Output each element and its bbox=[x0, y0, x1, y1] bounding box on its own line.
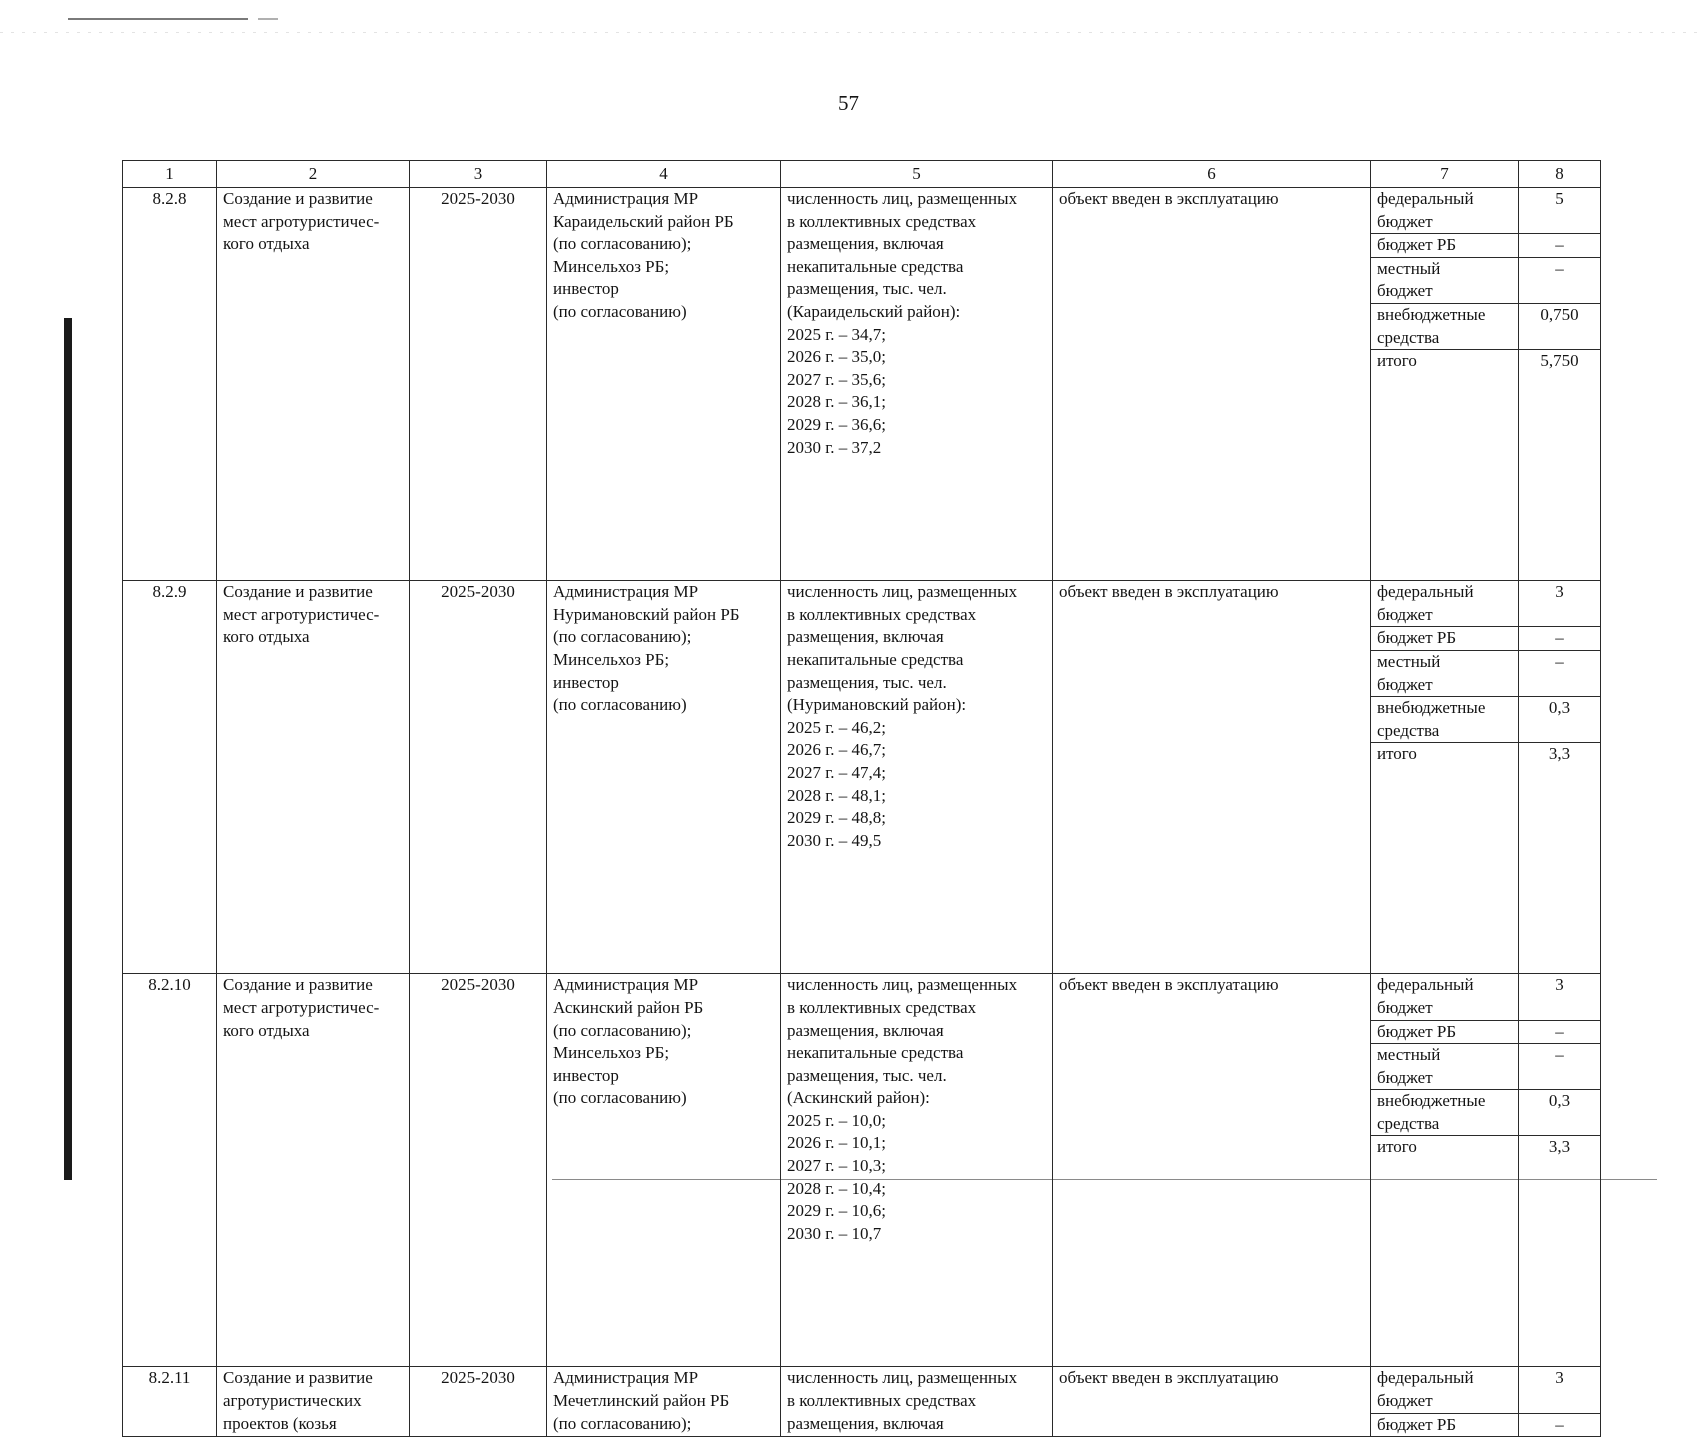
period: 2025-2030 bbox=[410, 581, 547, 974]
funding-amount: – bbox=[1519, 627, 1601, 651]
indicator-line: 2025 г. – 46,2; bbox=[787, 717, 887, 737]
scan-artifact-noise bbox=[0, 32, 1697, 33]
period: 2025-2030 bbox=[410, 974, 547, 1367]
funding-source-line: бюджет bbox=[1377, 1067, 1433, 1087]
executor-line: Караидельский район РБ bbox=[553, 211, 734, 231]
indicator-line: в коллективных средствах bbox=[787, 604, 977, 624]
funding-source-line: бюджет РБ bbox=[1377, 628, 1457, 648]
funding-source-line: федеральный bbox=[1377, 1368, 1474, 1388]
activity-name-line: Создание и развитие bbox=[223, 582, 373, 602]
indicator-line: численность лиц, размещенных bbox=[787, 189, 1018, 208]
activity-name-line: кого отдыха bbox=[223, 234, 310, 254]
indicator-line: (Нуримановский район): bbox=[787, 695, 967, 715]
activity-name-line: кого отдыха bbox=[223, 627, 310, 647]
funding-source bbox=[1371, 1044, 1519, 1090]
executor-line: (по согласованию); bbox=[553, 1413, 692, 1433]
period: 2025-2030 bbox=[410, 1367, 547, 1437]
indicator-line: 2025 г. – 10,0; bbox=[787, 1110, 887, 1130]
funding-amount: – bbox=[1519, 650, 1601, 696]
funding-source-line: местный bbox=[1377, 1045, 1441, 1065]
indicator-line: размещения, тыс. чел. bbox=[787, 672, 947, 692]
funding-amount: – bbox=[1519, 1413, 1601, 1437]
column-header: 8 bbox=[1519, 161, 1601, 188]
indicator-line: размещения, тыс. чел. bbox=[787, 1065, 947, 1085]
executor-line: Администрация МР bbox=[553, 189, 699, 208]
funding-source bbox=[1371, 743, 1519, 974]
executor-line: (по согласованию) bbox=[553, 695, 687, 715]
funding-source bbox=[1371, 581, 1519, 627]
indicator-line: размещения, включая bbox=[787, 1020, 944, 1040]
executor-line: Нуримановский район РБ bbox=[553, 604, 740, 624]
column-header: 6 bbox=[1053, 161, 1371, 188]
indicator-line: 2027 г. – 35,6; bbox=[787, 369, 887, 389]
executor-line: Администрация МР bbox=[553, 1368, 699, 1388]
funding-amount: 5,750 bbox=[1519, 350, 1601, 581]
indicator-line: (Караидельский район): bbox=[787, 301, 961, 321]
result: объект введен в эксплуатацию bbox=[1053, 1367, 1371, 1437]
funding-source-line: средства bbox=[1377, 327, 1440, 347]
activity-name-line: Создание и развитие bbox=[223, 1368, 373, 1388]
funding-amount: 3,3 bbox=[1519, 1136, 1601, 1367]
activity-name-line: Создание и развитие bbox=[223, 189, 373, 208]
indicator-line: размещения, включая bbox=[787, 1413, 944, 1433]
row-number: 8.2.9 bbox=[123, 581, 217, 974]
funding-source-line: бюджет bbox=[1377, 1391, 1433, 1411]
activity-name-line: Создание и развитие bbox=[223, 975, 373, 995]
activity-name-line: мест агротуристичес- bbox=[223, 997, 380, 1017]
funding-source-line: федеральный bbox=[1377, 975, 1474, 995]
activity-name-line: мест агротуристичес- bbox=[223, 211, 380, 231]
activity-name bbox=[217, 974, 410, 1367]
indicator-line: 2026 г. – 35,0; bbox=[787, 347, 887, 367]
funding-amount: – bbox=[1519, 1020, 1601, 1044]
funding-amount: 3 bbox=[1519, 581, 1601, 627]
period: 2025-2030 bbox=[410, 188, 547, 581]
funding-source-line: федеральный bbox=[1377, 582, 1474, 602]
executor-line: (по согласованию) bbox=[553, 1088, 687, 1108]
executor-line: (по согласованию) bbox=[553, 301, 687, 321]
column-header: 7 bbox=[1371, 161, 1519, 188]
scan-artifact-line bbox=[258, 18, 278, 20]
column-header: 5 bbox=[781, 161, 1053, 188]
funding-source-line: итого bbox=[1377, 351, 1417, 371]
funding-source bbox=[1371, 188, 1519, 234]
program-table bbox=[122, 160, 1601, 1437]
funding-source bbox=[1371, 974, 1519, 1020]
indicator-line: 2028 г. – 36,1; bbox=[787, 392, 887, 412]
indicator-line: 2028 г. – 48,1; bbox=[787, 785, 887, 805]
executor-line: Администрация МР bbox=[553, 975, 699, 995]
table-row bbox=[123, 1367, 1601, 1413]
executor-line: Мечетлинский район РБ bbox=[553, 1391, 730, 1411]
header-row bbox=[123, 161, 1601, 188]
indicator-line: 2026 г. – 10,1; bbox=[787, 1133, 887, 1153]
indicator-line: 2029 г. – 36,6; bbox=[787, 414, 887, 434]
table-row bbox=[123, 581, 1601, 627]
column-header: 3 bbox=[410, 161, 547, 188]
executor-line: Минсельхоз РБ; bbox=[553, 256, 670, 276]
executor bbox=[547, 188, 781, 581]
indicator-line: 2027 г. – 47,4; bbox=[787, 762, 887, 782]
indicator-line: 2030 г. – 49,5 bbox=[787, 830, 882, 850]
funding-source-line: итого bbox=[1377, 744, 1417, 764]
funding-source-line: бюджет РБ bbox=[1377, 235, 1457, 255]
funding-source-line: средства bbox=[1377, 1113, 1440, 1133]
funding-amount: 3 bbox=[1519, 1367, 1601, 1413]
funding-source bbox=[1371, 697, 1519, 743]
funding-source bbox=[1371, 234, 1519, 258]
indicator-line: в коллективных средствах bbox=[787, 1391, 977, 1411]
row-number: 8.2.10 bbox=[123, 974, 217, 1367]
result: объект введен в эксплуатацию bbox=[1053, 581, 1371, 974]
indicator-line: 2030 г. – 10,7 bbox=[787, 1223, 882, 1243]
indicator-line: численность лиц, размещенных bbox=[787, 1368, 1018, 1388]
funding-source-line: бюджет bbox=[1377, 997, 1433, 1017]
activity-name bbox=[217, 1367, 410, 1437]
funding-amount: 0,3 bbox=[1519, 1090, 1601, 1136]
funding-amount: – bbox=[1519, 257, 1601, 303]
funding-amount: 5 bbox=[1519, 188, 1601, 234]
indicator-line: некапитальные средства bbox=[787, 649, 964, 669]
executor-line: инвестор bbox=[553, 1065, 619, 1085]
funding-amount: 3 bbox=[1519, 974, 1601, 1020]
column-header: 1 bbox=[123, 161, 217, 188]
funding-source bbox=[1371, 303, 1519, 349]
indicator bbox=[781, 581, 1053, 974]
funding-source-line: бюджет bbox=[1377, 281, 1433, 301]
indicator-line: (Аскинский район): bbox=[787, 1088, 930, 1108]
indicator-line: численность лиц, размещенных bbox=[787, 582, 1018, 602]
indicator-line: некапитальные средства bbox=[787, 256, 964, 276]
scan-artifact-line bbox=[68, 18, 248, 20]
funding-source bbox=[1371, 350, 1519, 581]
indicator bbox=[781, 1367, 1053, 1437]
funding-source-line: местный bbox=[1377, 651, 1441, 671]
funding-source-line: внебюджетные bbox=[1377, 304, 1486, 324]
executor bbox=[547, 581, 781, 974]
activity-name-line: агротуристических bbox=[223, 1391, 362, 1411]
indicator-line: 2027 г. – 10,3; bbox=[787, 1156, 887, 1176]
funding-source-line: итого bbox=[1377, 1137, 1417, 1157]
row-number: 8.2.11 bbox=[123, 1367, 217, 1437]
executor-line: инвестор bbox=[553, 279, 619, 299]
executor-line: Минсельхоз РБ; bbox=[553, 649, 670, 669]
funding-source bbox=[1371, 1136, 1519, 1367]
indicator-line: размещения, включая bbox=[787, 234, 944, 254]
funding-source-line: федеральный bbox=[1377, 189, 1474, 208]
row-number: 8.2.8 bbox=[123, 188, 217, 581]
funding-amount: – bbox=[1519, 234, 1601, 258]
funding-source bbox=[1371, 650, 1519, 696]
indicator-line: размещения, тыс. чел. bbox=[787, 279, 947, 299]
activity-name bbox=[217, 581, 410, 974]
indicator-line: 2026 г. – 46,7; bbox=[787, 740, 887, 760]
executor bbox=[547, 1367, 781, 1437]
funding-amount: – bbox=[1519, 1044, 1601, 1090]
executor-line: (по согласованию); bbox=[553, 627, 692, 647]
funding-source-line: бюджет РБ bbox=[1377, 1414, 1457, 1434]
result: объект введен в эксплуатацию bbox=[1053, 188, 1371, 581]
funding-source bbox=[1371, 627, 1519, 651]
executor-line: (по согласованию); bbox=[553, 1020, 692, 1040]
result: объект введен в эксплуатацию bbox=[1053, 974, 1371, 1367]
funding-source bbox=[1371, 1367, 1519, 1413]
indicator bbox=[781, 188, 1053, 581]
executor-line: Минсельхоз РБ; bbox=[553, 1043, 670, 1063]
activity-name-line: мест агротуристичес- bbox=[223, 604, 380, 624]
page-number: 57 bbox=[838, 91, 859, 115]
executor-line: Администрация МР bbox=[553, 582, 699, 602]
activity-name-line: проектов (козья bbox=[223, 1413, 337, 1433]
funding-source-line: внебюджетные bbox=[1377, 698, 1486, 718]
funding-source-line: внебюджетные bbox=[1377, 1091, 1486, 1111]
executor-line: Аскинский район РБ bbox=[553, 997, 704, 1017]
funding-source-line: средства bbox=[1377, 720, 1440, 740]
funding-source bbox=[1371, 1090, 1519, 1136]
table-row bbox=[123, 974, 1601, 1020]
column-header: 4 bbox=[547, 161, 781, 188]
table-row bbox=[123, 188, 1601, 234]
executor-line: инвестор bbox=[553, 672, 619, 692]
funding-source-line: бюджет bbox=[1377, 674, 1433, 694]
indicator-line: 2029 г. – 48,8; bbox=[787, 808, 887, 828]
scan-artifact-bar bbox=[64, 318, 72, 1180]
activity-name-line: кого отдыха bbox=[223, 1020, 310, 1040]
funding-source bbox=[1371, 257, 1519, 303]
column-header: 2 bbox=[217, 161, 410, 188]
funding-source-line: бюджет bbox=[1377, 604, 1433, 624]
indicator-line: размещения, включая bbox=[787, 627, 944, 647]
funding-source bbox=[1371, 1413, 1519, 1437]
funding-source-line: местный bbox=[1377, 258, 1441, 278]
indicator-line: в коллективных средствах bbox=[787, 211, 977, 231]
funding-source-line: бюджет bbox=[1377, 211, 1433, 231]
indicator-line: в коллективных средствах bbox=[787, 997, 977, 1017]
executor bbox=[547, 974, 781, 1367]
funding-source bbox=[1371, 1020, 1519, 1044]
indicator bbox=[781, 974, 1053, 1367]
indicator-line: численность лиц, размещенных bbox=[787, 975, 1018, 995]
indicator-line: некапитальные средства bbox=[787, 1043, 964, 1063]
funding-amount: 3,3 bbox=[1519, 743, 1601, 974]
funding-amount: 0,750 bbox=[1519, 303, 1601, 349]
executor-line: (по согласованию); bbox=[553, 234, 692, 254]
activity-name bbox=[217, 188, 410, 581]
indicator-line: 2025 г. – 34,7; bbox=[787, 324, 887, 344]
funding-source-line: бюджет РБ bbox=[1377, 1021, 1457, 1041]
funding-amount: 0,3 bbox=[1519, 697, 1601, 743]
indicator-line: 2029 г. – 10,6; bbox=[787, 1201, 887, 1221]
indicator-line: 2028 г. – 10,4; bbox=[787, 1178, 887, 1198]
indicator-line: 2030 г. – 37,2 bbox=[787, 437, 882, 457]
